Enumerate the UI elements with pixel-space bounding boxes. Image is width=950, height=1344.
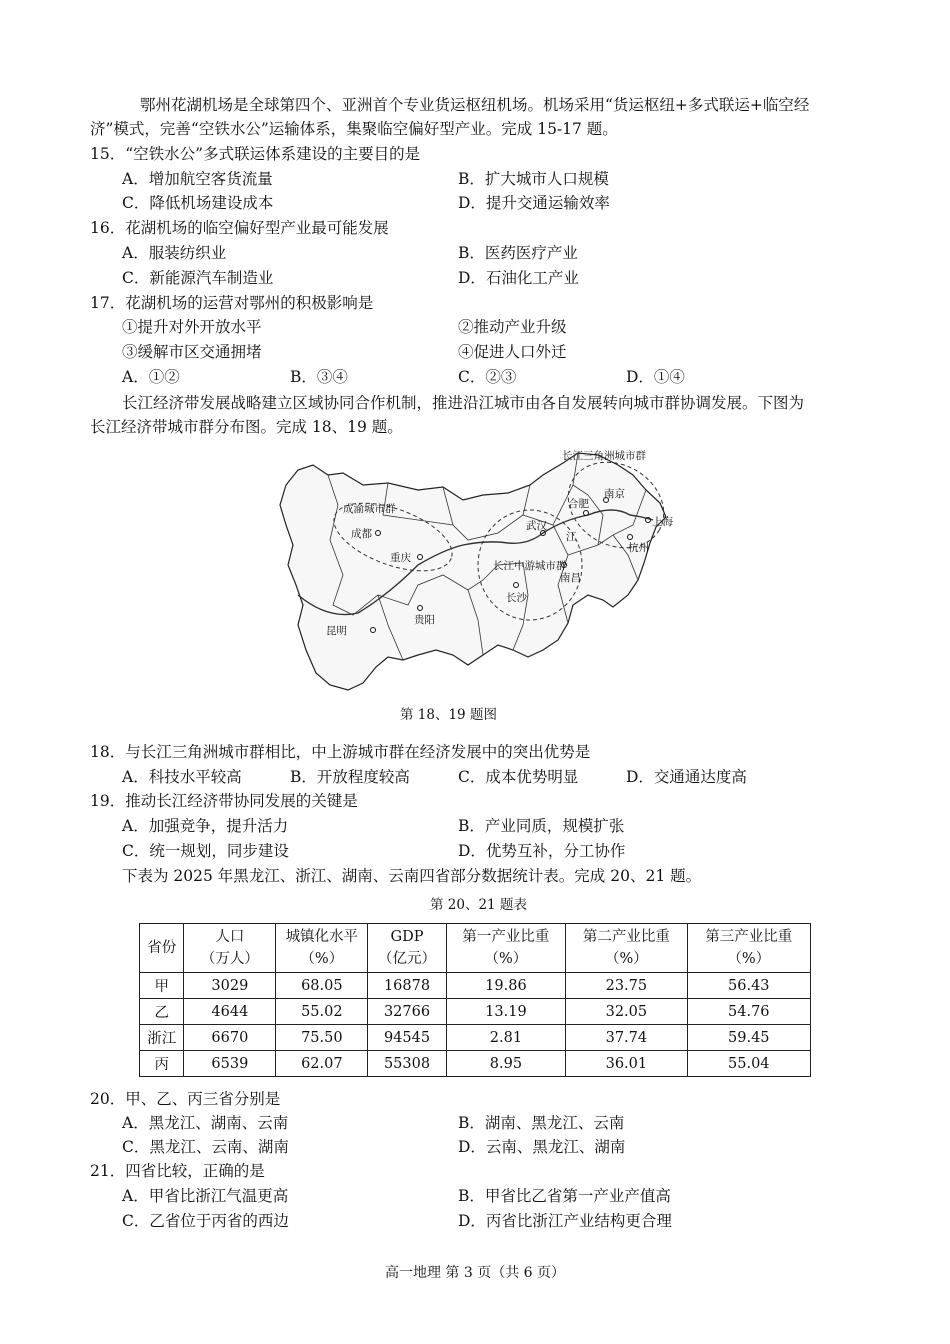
table-cell: 16878: [368, 973, 446, 999]
question-17-option-d[interactable]: D．①④: [626, 368, 685, 386]
question-19-stem: 19．推动长江经济带协同发展的关键是: [90, 792, 358, 810]
question-19-option-d[interactable]: D．优势互补，分工协作: [458, 842, 626, 860]
label-jiang: 江: [566, 531, 577, 543]
table-cell: 6670: [184, 1025, 276, 1051]
label-wuhan: 武汉: [526, 520, 547, 532]
table-header-cell: [140, 924, 184, 973]
table-header-cell: [276, 924, 368, 973]
question-17-statement-2: ②推动产业升级: [458, 318, 567, 336]
label-kunming: 昆明: [326, 625, 347, 637]
table-cell: 32.05: [566, 999, 687, 1025]
question-18-option-a[interactable]: A．科技水平较高: [122, 768, 242, 786]
table-cell: 59.45: [687, 1025, 810, 1051]
table-header-cell: [566, 924, 687, 973]
question-18-option-c[interactable]: C．成本优势明显: [458, 768, 579, 786]
question-21-option-c[interactable]: C．乙省位于丙省的西边: [122, 1212, 289, 1230]
question-16-option-b[interactable]: B．医药医疗产业: [458, 244, 578, 262]
intro-18-19-line2: 长江经济带城市群分布图。完成 18、19 题。: [90, 418, 403, 436]
table-row: [140, 973, 811, 999]
table-row: [140, 1051, 811, 1077]
question-20-option-d[interactable]: D．云南、黑龙江、湖南: [458, 1138, 626, 1156]
question-21-option-b[interactable]: B．甲省比乙省第一产业产值高: [458, 1187, 671, 1205]
intro-15-17-line1: 鄂州花湖机场是全球第四个、亚洲首个专业货运枢纽机场。机场采用“货运枢纽+多式联运+临空经: [140, 96, 810, 114]
question-18-option-d[interactable]: D．交通通达度高: [626, 768, 747, 786]
intro-20-21: 下表为 2025 年黑龙江、浙江、湖南、云南四省部分数据统计表。完成 20、21 题。: [122, 867, 702, 885]
question-20-stem: 20．甲、乙、丙三省分别是: [90, 1090, 281, 1108]
question-17-option-c[interactable]: C．②③: [458, 368, 517, 386]
label-chongqing: 重庆: [390, 552, 411, 564]
table-header-line1: 人口: [215, 929, 245, 945]
table-row: [140, 1025, 811, 1051]
question-17-option-b[interactable]: B．③④: [290, 368, 348, 386]
question-21-option-a[interactable]: A．甲省比浙江气温更高: [122, 1187, 289, 1205]
question-15-option-d[interactable]: D．提升交通运输效率: [458, 194, 610, 212]
map-caption: 第 18、19 题图: [400, 707, 497, 723]
question-17-stem: 17．花湖机场的运营对鄂州的积极影响是: [90, 294, 374, 312]
page-footer: 高一地理 第 3 页（共 6 页）: [384, 1265, 566, 1281]
table-cell: 56.43: [687, 973, 810, 999]
table-cell: 19.86: [446, 973, 565, 999]
question-16-option-d[interactable]: D．石油化工产业: [458, 269, 579, 287]
question-18-stem: 18．与长江三角洲城市群相比，中上游城市群在经济发展中的突出优势是: [90, 743, 591, 761]
question-16-option-c[interactable]: C．新能源汽车制造业: [122, 269, 274, 287]
table-cell: 55308: [368, 1051, 446, 1077]
table-caption: 第 20、21 题表: [430, 897, 527, 913]
intro-15-17-line2: 济”模式，完善“空铁水公”运输体系，集聚临空偏好型产业。完成 15-17 题。: [90, 120, 618, 138]
question-21-stem: 21．四省比较，正确的是: [90, 1162, 265, 1180]
question-17-option-a[interactable]: A．①②: [122, 368, 180, 386]
table-cell: 32766: [368, 999, 446, 1025]
table-cell: 3029: [184, 973, 276, 999]
table-cell: 68.05: [276, 973, 368, 999]
table-header-line1: 城镇化水平: [285, 929, 359, 945]
table-header-line2: （%）: [300, 951, 344, 967]
table-header-line2: （%）: [604, 951, 648, 967]
table-header-line1: 第三产业比重: [705, 929, 793, 945]
question-17-statement-4: ④促进人口外迁: [458, 343, 567, 361]
label-nanjing: 南京: [604, 488, 625, 500]
question-19-option-b[interactable]: B．产业同质，规模扩张: [458, 817, 625, 835]
table-header-line2: （%）: [484, 951, 528, 967]
table-header-row: [140, 924, 811, 973]
table-header-line2: （%）: [727, 951, 771, 967]
table-cell: 75.50: [276, 1025, 368, 1051]
table-header-cell: [446, 924, 565, 973]
yangtze-economic-belt-map: [268, 445, 688, 700]
label-yrd-cluster: 长江三角洲城市群: [562, 450, 646, 462]
province-statistics-table: [139, 923, 811, 1077]
question-19-option-c[interactable]: C．统一规划，同步建设: [122, 842, 289, 860]
question-17-statement-3: ③缓解市区交通拥堵: [122, 343, 262, 361]
table-header-cell: [368, 924, 446, 973]
table-header-cell: [184, 924, 276, 973]
table-header-line2: （亿元）: [378, 951, 436, 967]
label-shanghai: 上海: [652, 516, 673, 528]
label-chengdu: 成都: [351, 528, 372, 540]
table-header-line1: GDP: [390, 929, 424, 945]
question-16-stem: 16．花湖机场的临空偏好型产业最可能发展: [90, 219, 389, 237]
table-header-line2: （万人）: [200, 951, 259, 967]
table-cell: 37.74: [566, 1025, 687, 1051]
question-17-statement-1: ①提升对外开放水平: [122, 318, 262, 336]
table-cell: 13.19: [446, 999, 565, 1025]
label-hefei: 合肥: [568, 498, 589, 510]
question-15-option-c[interactable]: C．降低机场建设成本: [122, 194, 274, 212]
table-cell: 6539: [184, 1051, 276, 1077]
question-18-option-b[interactable]: B．开放程度较高: [290, 768, 410, 786]
table-cell: 54.76: [687, 999, 810, 1025]
question-20-option-a[interactable]: A．黑龙江、湖南、云南: [122, 1114, 289, 1132]
table-cell: 2.81: [446, 1025, 565, 1051]
table-header-line1: 第一产业比重: [462, 929, 550, 945]
question-20-option-b[interactable]: B．湖南、黑龙江、云南: [458, 1114, 625, 1132]
intro-18-19-line1: 长江经济带发展战略建立区域协同合作机制，推进沿江城市由各自发展转向城市群协调发展。下图为: [122, 394, 805, 412]
question-20-option-c[interactable]: C．黑龙江、云南、湖南: [122, 1138, 289, 1156]
question-21-option-d[interactable]: D．丙省比浙江产业结构更合理: [458, 1212, 672, 1230]
table-cell: 甲: [140, 973, 184, 999]
table-cell: 丙: [140, 1051, 184, 1077]
table-header-cell: [687, 924, 810, 973]
label-mid-cluster: 长江中游城市群: [493, 560, 567, 572]
table-cell: 乙: [140, 999, 184, 1025]
table-cell: 94545: [368, 1025, 446, 1051]
table-cell: 浙江: [140, 1025, 184, 1051]
label-hangzhou: 杭州: [628, 542, 649, 554]
table-cell: 62.07: [276, 1051, 368, 1077]
table-cell: 4644: [184, 999, 276, 1025]
table-cell: 23.75: [566, 973, 687, 999]
table-cell: 55.02: [276, 999, 368, 1025]
table-header-line1: 省份: [147, 940, 177, 956]
question-16-option-a[interactable]: A．服装纺织业: [122, 244, 227, 262]
question-19-option-a[interactable]: A．加强竞争，提升活力: [122, 817, 289, 835]
label-guiyang: 贵阳: [414, 614, 435, 626]
table-cell: 36.01: [566, 1051, 687, 1077]
question-15-stem: 15．“空铁水公”多式联运体系建设的主要目的是: [90, 145, 421, 163]
question-15-option-b[interactable]: B．扩大城市人口规模: [458, 170, 609, 188]
table-header-line1: 第二产业比重: [582, 929, 670, 945]
label-changsha: 长沙: [506, 592, 527, 604]
table-row: [140, 999, 811, 1025]
label-nanchang: 南昌: [560, 572, 581, 584]
table-cell: 8.95: [446, 1051, 565, 1077]
label-chengyu-cluster: 成渝城市群: [343, 503, 396, 515]
table-cell: 55.04: [687, 1051, 810, 1077]
question-15-option-a[interactable]: A．增加航空客货流量: [122, 170, 273, 188]
